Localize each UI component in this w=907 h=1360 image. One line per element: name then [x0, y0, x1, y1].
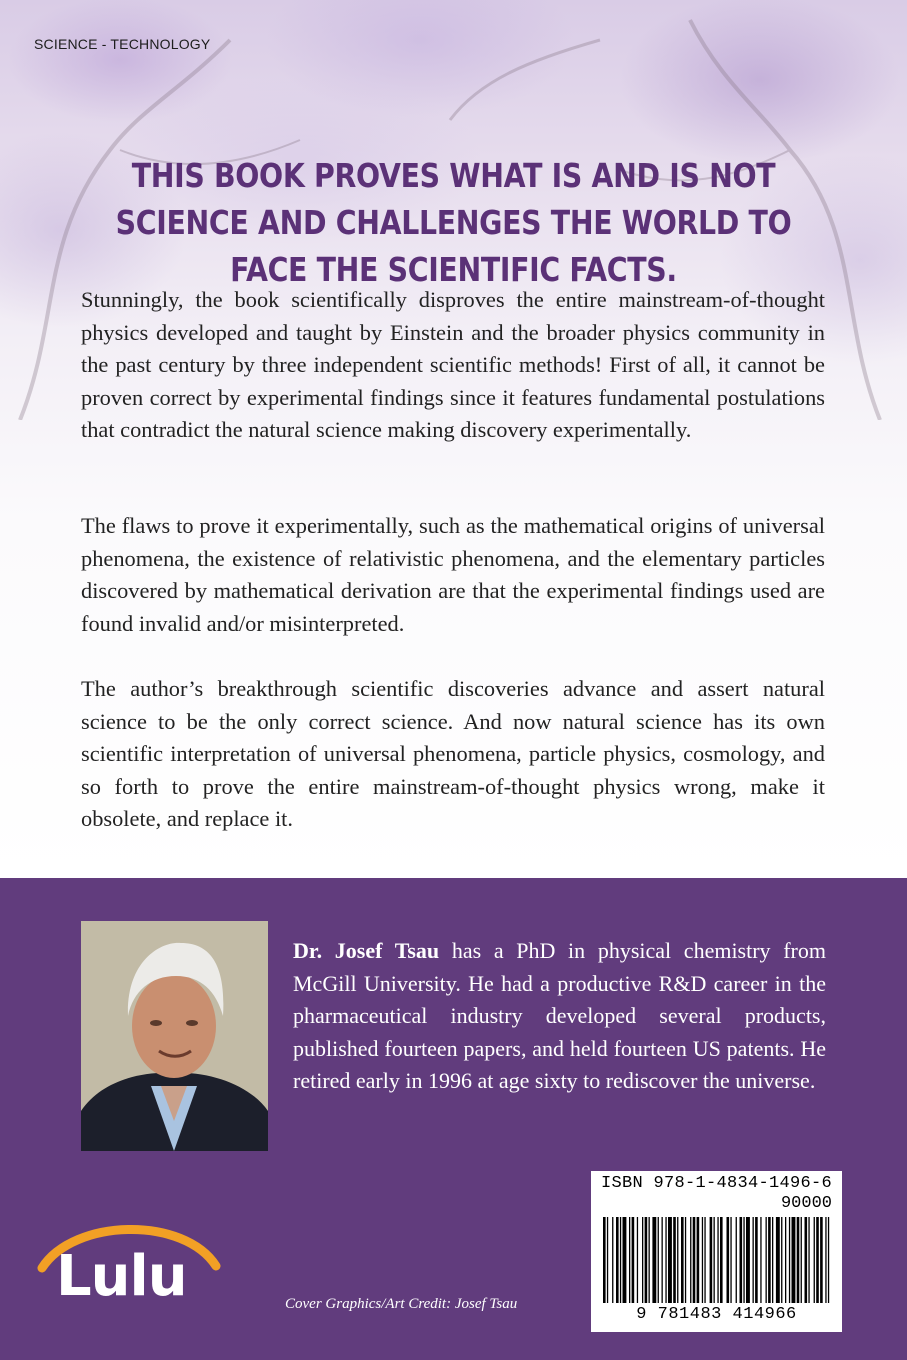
barcode-bar [828, 1217, 829, 1303]
description-paragraph-3: The author’s breakthrough scientific discoveries advance and assert natural science to be the only correct science. And now natural science has its own scientific interpretation of universal phenomena, particle physics, cosmology, and so forth to prove the entire mainstream-of-thought physics wrong, make it obsolete, and replace it. [81, 676, 825, 831]
barcode-bar [658, 1217, 659, 1303]
barcode-bar [662, 1217, 663, 1303]
barcode-bar [704, 1217, 705, 1303]
barcode-bar [616, 1217, 619, 1303]
barcode-bar [730, 1217, 731, 1303]
barcode-bar [612, 1217, 613, 1303]
barcode-bar [665, 1217, 666, 1303]
barcode-bar [697, 1217, 700, 1303]
barcode-bar [693, 1217, 696, 1303]
barcode-bar [632, 1217, 635, 1303]
barcode-bar [753, 1217, 754, 1303]
barcode-bar [677, 1217, 678, 1303]
barcode-bar [776, 1217, 780, 1303]
description-paragraph-1: Stunningly, the book scientifically disproves the entire mainstream-of-thought physics developed and taught by Einstein and the broader physics community in the past century by three independent scientific methods! First of all, it cannot be proven correct by experimental findings since it features fundamental postulations that contradict the natural science making discovery experimentally. [81, 287, 825, 442]
barcode-bar [649, 1217, 650, 1303]
barcode-bar [637, 1217, 638, 1303]
lulu-logo-text: Lulu [56, 1244, 187, 1309]
barcode-bar [766, 1217, 767, 1303]
barcode-bar [642, 1217, 643, 1303]
barcode-bar [668, 1217, 672, 1303]
author-bio-text: has a PhD in physical chemistry from McGill University. He had a productive R&D career in the pharmaceutical industry developed several products, published fourteen papers, and held fourteen US patents. He retired early in 1996 at age sixty to rediscover the universe. [293, 938, 826, 1093]
barcode-bar [816, 1217, 819, 1303]
barcode-bar [820, 1217, 823, 1303]
barcode-bar [825, 1217, 826, 1303]
barcode-bar [746, 1217, 750, 1303]
lulu-logo [34, 1218, 224, 1333]
barcode-bar [785, 1217, 786, 1303]
barcode-bar [797, 1217, 800, 1303]
headline: THIS BOOK PROVES WHAT IS AND IS NOT SCIENCE AND CHALLENGES THE WORLD TO FACE THE SCIENTIFIC FACTS. [115, 156, 792, 289]
barcode-bar [629, 1217, 630, 1303]
barcode-bar [727, 1217, 730, 1303]
barcode-bar [755, 1217, 758, 1303]
barcode-bar [607, 1217, 608, 1303]
barcode-bar [645, 1217, 648, 1303]
barcode-bar [772, 1217, 773, 1303]
barcode-bar [792, 1217, 796, 1303]
barcode-bar [652, 1217, 656, 1303]
author-photo [81, 921, 268, 1151]
barcode-bar [736, 1217, 737, 1303]
barcode-bar [623, 1217, 627, 1303]
barcode-bar [720, 1217, 723, 1303]
barcode-bar [805, 1217, 808, 1303]
barcode-bar [620, 1217, 621, 1303]
barcode-bar [714, 1217, 715, 1303]
barcode-bar [673, 1217, 676, 1303]
author-panel [0, 878, 907, 1360]
cover-credit: Cover Graphics/Art Credit: Josef Tsau [285, 1296, 518, 1312]
barcode-bar [808, 1217, 809, 1303]
barcode-bar [781, 1217, 782, 1303]
barcode-bar [743, 1217, 744, 1303]
price-code-text: 90000 [780, 1194, 832, 1213]
barcode-bar [740, 1217, 743, 1303]
barcode-bar [681, 1217, 684, 1303]
author-name: Dr. Josef Tsau [293, 938, 440, 963]
barcode-bar [685, 1217, 686, 1303]
barcode-bar [801, 1217, 802, 1303]
barcode-bar [789, 1217, 790, 1303]
ean-digits: 9 781483 414966 [636, 1305, 797, 1324]
barcode-bar [814, 1217, 815, 1303]
barcode-bar [717, 1217, 718, 1303]
isbn-text: ISBN 978-1-4834-1496-6 [601, 1174, 833, 1193]
barcode-bar [702, 1217, 703, 1303]
description-paragraph-2: The flaws to prove it experimentally, such as the mathematical origins of universal phenomena, the existence of relativistic phenomena, and the elementary particles discovered by mathematical derivation are that the experimental findings used are found invalid and/or misinterpreted. [81, 513, 825, 636]
barcode-bar [768, 1217, 771, 1303]
barcode-bar [603, 1217, 606, 1303]
isbn-barcode [591, 1171, 842, 1332]
barcode-bar [690, 1217, 691, 1303]
barcode-bar [760, 1217, 761, 1303]
category-label: SCIENCE - TECHNOLOGY [34, 36, 211, 52]
author-bio [293, 935, 826, 1098]
barcode-bar [710, 1217, 713, 1303]
